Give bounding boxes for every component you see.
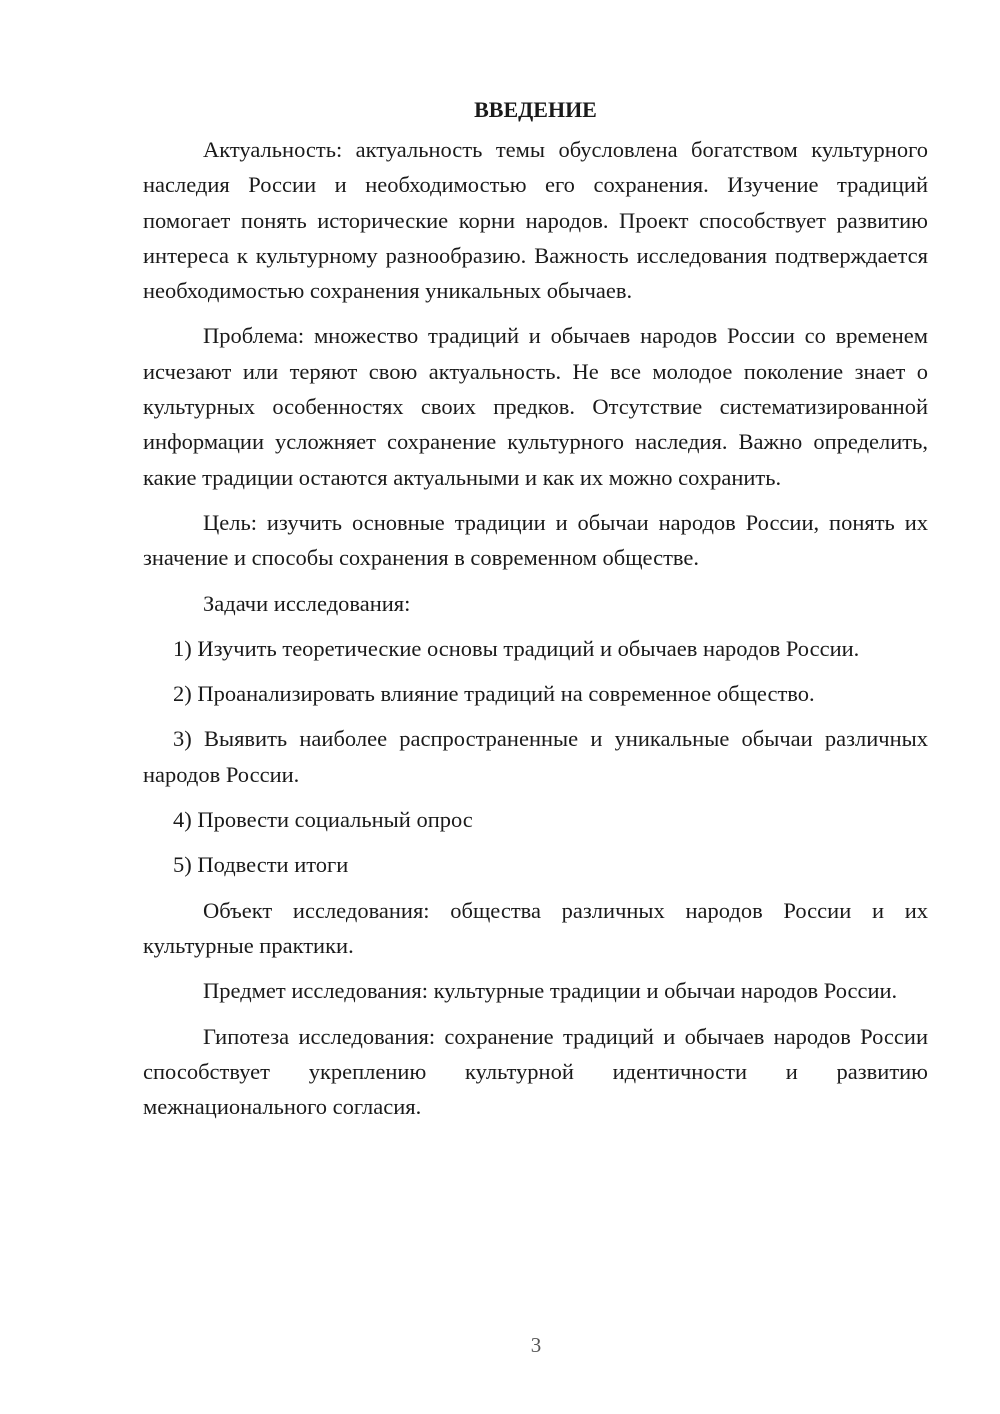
page-number: 3 (530, 1333, 542, 1357)
list-item: 2) Проанализировать влияние традиций на современное общество. (173, 681, 815, 707)
section-title: ВВЕДЕНИЕ (474, 97, 597, 122)
list-item: 5) Подвести итоги (173, 852, 349, 878)
paragraph-subject: Предмет исследования: культурные традиции и обычаи народов России. (203, 978, 898, 1004)
document-page (143, 92, 928, 1134)
list-item: 3) Выявить наиболее распространенные и уникальные обычаи различных народов России. (143, 726, 928, 787)
list-item: 4) Провести социальный опрос (173, 807, 473, 833)
list-item: 1) Изучить теоретические основы традиций и обычаев народов России. (173, 635, 860, 661)
paragraph-goal: Цель: изучить основные традиции и обычаи народов России, понять их значение и способы сохранения в современном обществе. (143, 509, 928, 571)
paragraph-object: Объект исследования: общества различных народов России и их культурные практики. (143, 897, 928, 958)
tasks-heading: Задачи исследования: (203, 590, 411, 616)
tasks-list (143, 631, 928, 883)
paragraph-relevance: Актуальность: актуальность темы обусловлена богатством культурного наследия России и необходимостью его сохранения. Изучение традиций помогает понять исторические корни народов. Проект способствует развитию интереса к культурному разнообразию. Важность исследования подтверждается необходимостью сохранения уникальных обычаев. (143, 137, 928, 304)
paragraph-problem: Проблема: множество традиций и обычаев народов России со временем исчезают или теряют свою актуальность. Не все молодое поколение знает о культурных особенностях своих предков. Отсутствие систематизированной информации усложняет сохранение культурного наследия. Важно определить, какие традиции остаются актуальными и как их можно сохранить. (143, 323, 928, 490)
paragraph-hypothesis: Гипотеза исследования: сохранение традиций и обычаев народов России способствует укреплению культурной идентичности и развитию межнационального согласия. (143, 1023, 928, 1120)
